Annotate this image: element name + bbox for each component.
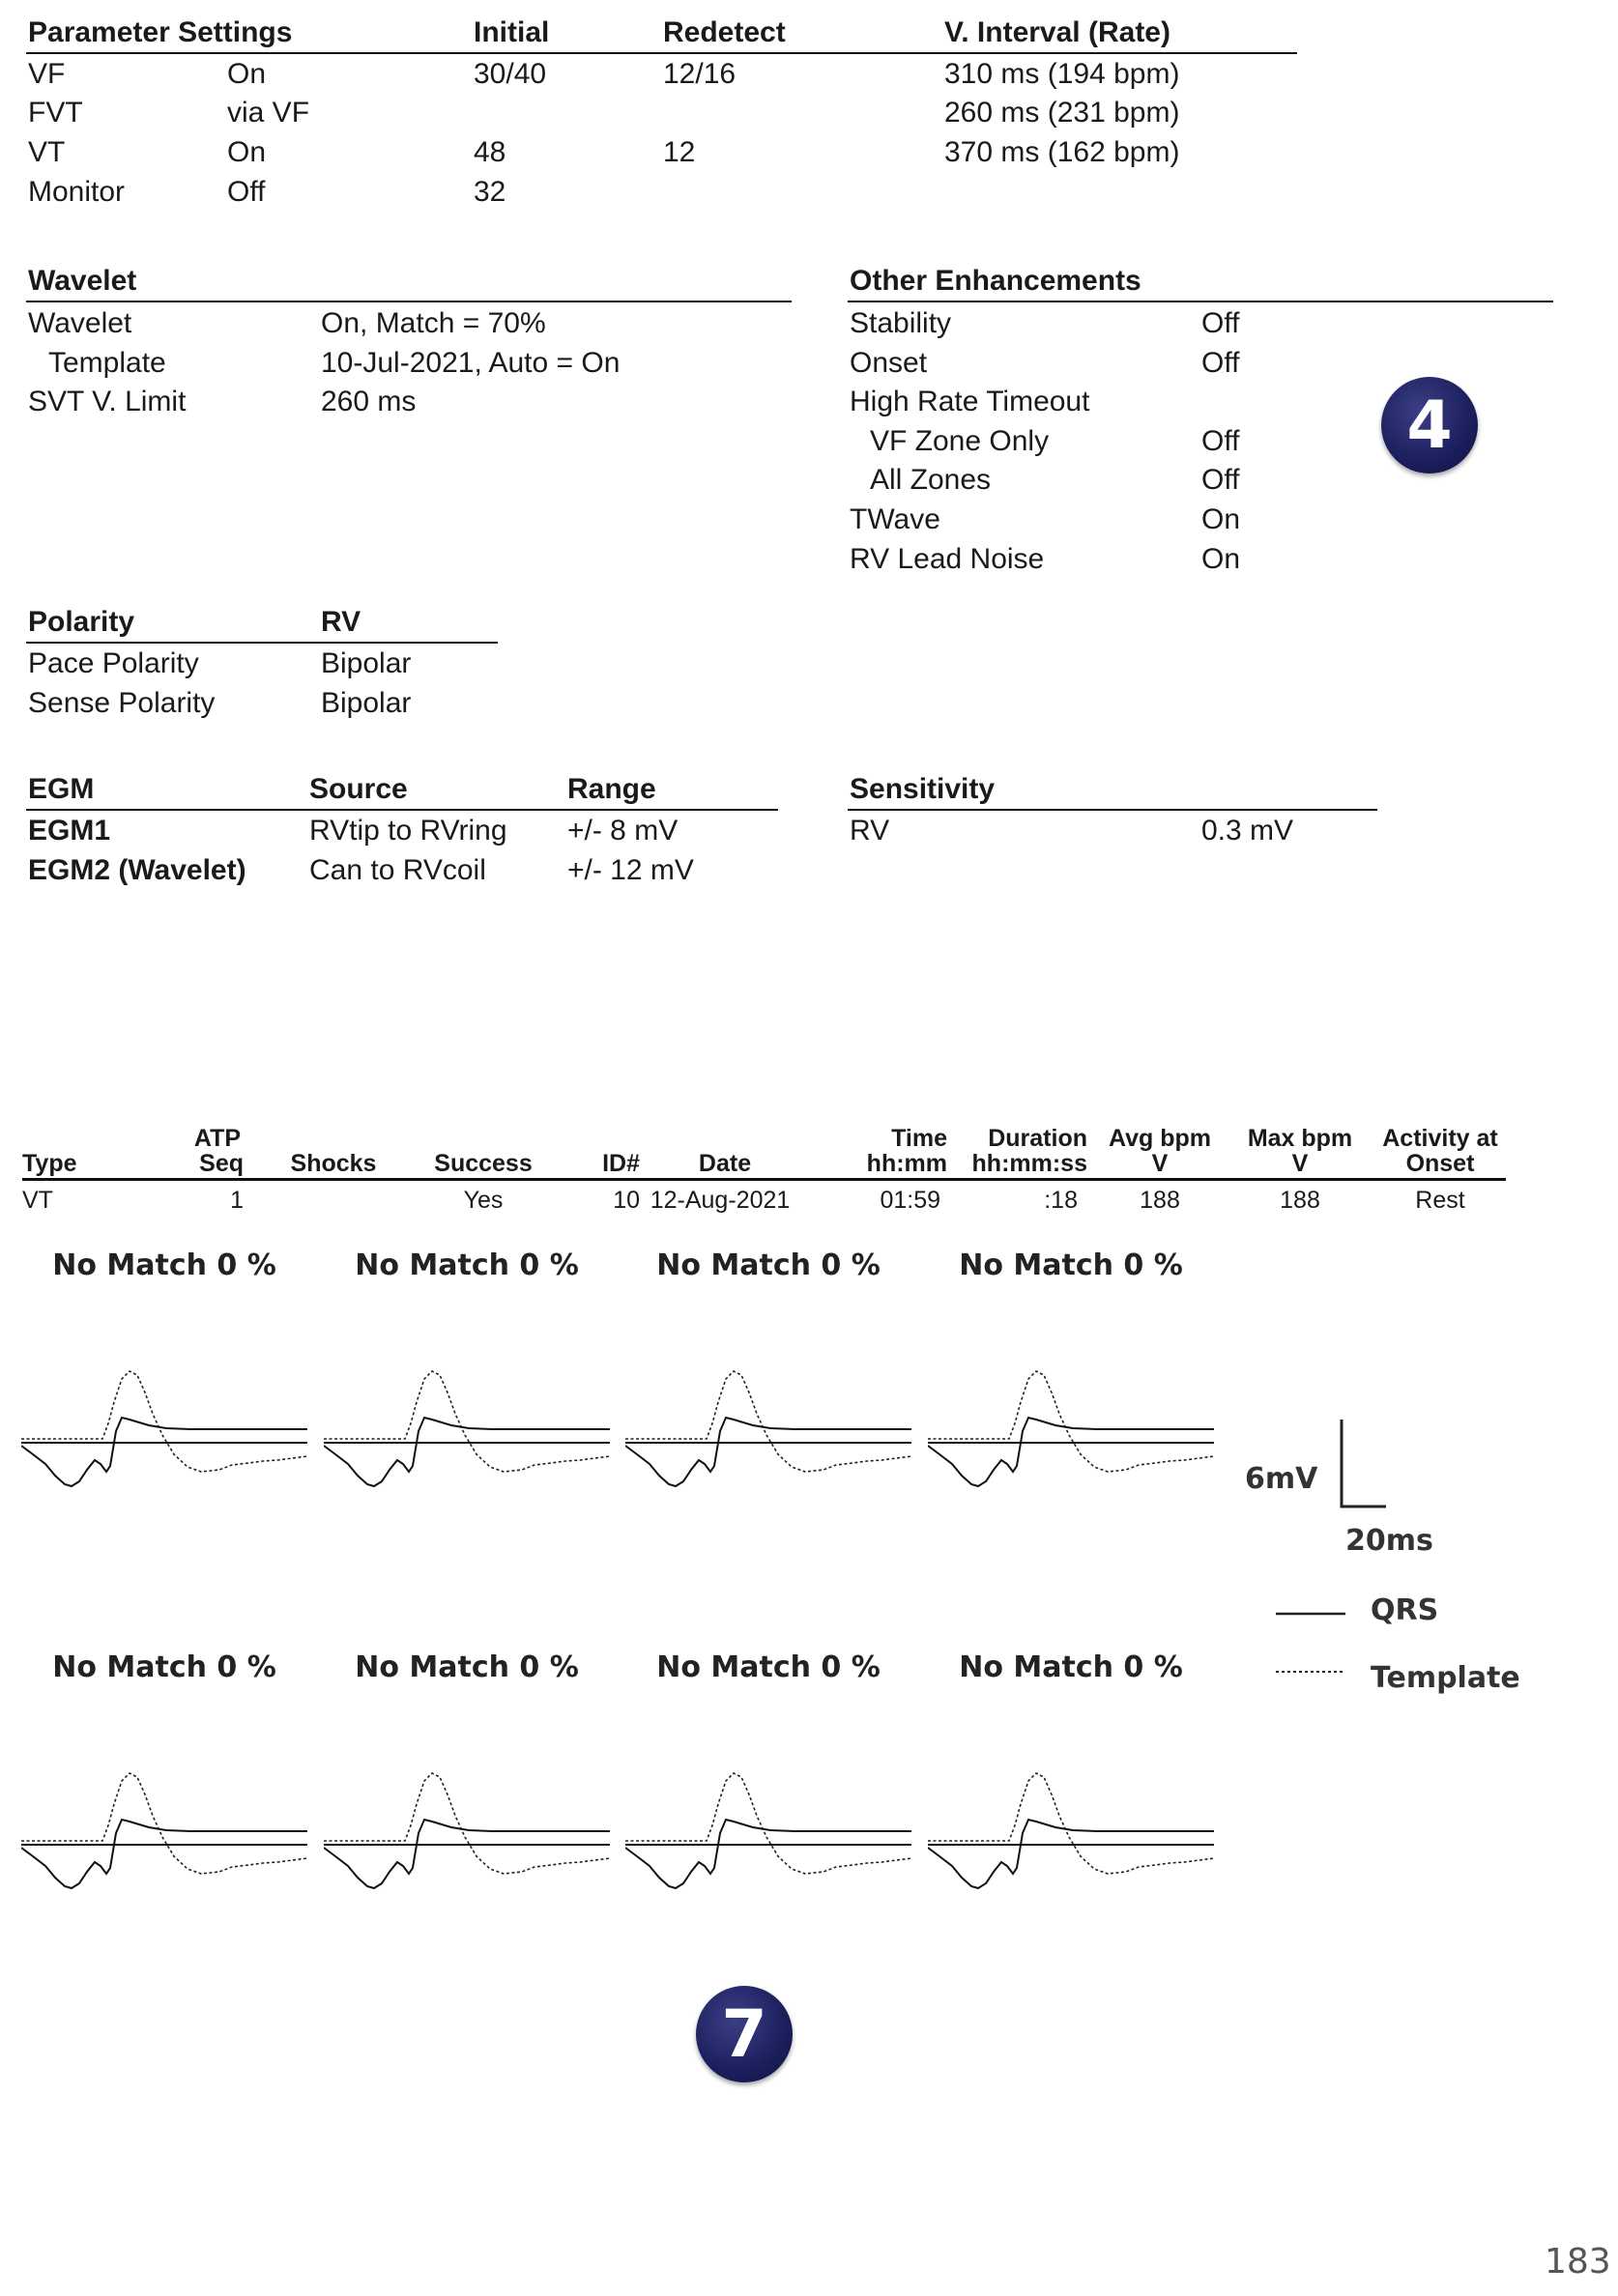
egm-name: EGM2 (Wavelet) bbox=[28, 854, 246, 886]
sensitivity-label: RV bbox=[850, 815, 890, 847]
scale-bar-icon bbox=[1334, 1416, 1392, 1512]
atp-header-2: Seq bbox=[199, 1150, 244, 1177]
param-state: On bbox=[227, 58, 267, 90]
id-header: ID# bbox=[602, 1150, 640, 1177]
duration-header-1: Duration bbox=[988, 1125, 1087, 1152]
egm-waveform bbox=[21, 1346, 307, 1539]
egm-source: Can to RVcoil bbox=[309, 854, 486, 886]
param-redetect: 12/16 bbox=[663, 58, 737, 90]
wavelet-label: SVT V. Limit bbox=[28, 386, 187, 417]
redetect-header: Redetect bbox=[663, 16, 786, 48]
time-header-2: hh:mm bbox=[866, 1150, 947, 1177]
polarity-label: Sense Polarity bbox=[28, 687, 216, 719]
scale-time: 20ms bbox=[1345, 1524, 1433, 1558]
episode-type: VT bbox=[22, 1187, 53, 1214]
egm-waveform bbox=[928, 1748, 1214, 1941]
wavelet-value: 260 ms bbox=[321, 386, 417, 417]
other-enhancements-rule bbox=[848, 301, 1553, 302]
enhancement-value: On bbox=[1201, 543, 1241, 575]
enhancement-label: Stability bbox=[850, 307, 952, 339]
egm-range: +/- 12 mV bbox=[567, 854, 694, 886]
max-bpm-header-1: Max bpm bbox=[1247, 1125, 1353, 1152]
match-label: No Match 0 % bbox=[355, 1248, 579, 1282]
source-header: Source bbox=[309, 773, 408, 805]
enhancement-value: Off bbox=[1201, 307, 1240, 339]
param-interval: 310 ms (194 bpm) bbox=[944, 58, 1180, 90]
page-number: 183 bbox=[1545, 2242, 1611, 2282]
wavelet-label: Wavelet bbox=[28, 307, 132, 339]
qrs-trace bbox=[625, 1820, 911, 1888]
callout-badge-4: 4 bbox=[1381, 377, 1478, 474]
template-trace bbox=[324, 1773, 610, 1874]
interval-header: V. Interval (Rate) bbox=[944, 16, 1170, 48]
qrs-trace bbox=[928, 1418, 1214, 1486]
qrs-trace bbox=[21, 1418, 307, 1486]
activity-header-2: Onset bbox=[1405, 1150, 1475, 1177]
param-state: Off bbox=[227, 176, 266, 208]
legend-qrs: QRS bbox=[1371, 1593, 1439, 1627]
egm-waveform bbox=[928, 1346, 1214, 1539]
episode-activity: Rest bbox=[1415, 1187, 1465, 1214]
enhancement-label: High Rate Timeout bbox=[850, 386, 1090, 417]
egm-header: EGM bbox=[28, 773, 95, 805]
episode-max-bpm: 188 bbox=[1280, 1187, 1320, 1214]
param-initial: 48 bbox=[474, 136, 506, 168]
type-header: Type bbox=[22, 1150, 77, 1177]
template-trace bbox=[625, 1773, 911, 1874]
time-header-1: Time bbox=[891, 1125, 947, 1152]
match-label: No Match 0 % bbox=[959, 1650, 1183, 1684]
match-label: No Match 0 % bbox=[656, 1248, 881, 1282]
polarity-value: Bipolar bbox=[321, 687, 412, 719]
enhancement-value: Off bbox=[1201, 464, 1240, 496]
template-trace bbox=[928, 1773, 1214, 1874]
episode-avg-bpm: 188 bbox=[1140, 1187, 1180, 1214]
rv-header: RV bbox=[321, 606, 361, 638]
egm-panel bbox=[625, 1651, 911, 1941]
egm-source: RVtip to RVring bbox=[309, 815, 507, 847]
enhancement-label: All Zones bbox=[870, 464, 992, 496]
range-header: Range bbox=[567, 773, 656, 805]
polarity-header: Polarity bbox=[28, 606, 135, 638]
egm-range: +/- 8 mV bbox=[567, 815, 679, 847]
legend-template: Template bbox=[1371, 1661, 1520, 1695]
date-header: Date bbox=[698, 1150, 752, 1177]
episode-duration: :18 bbox=[1044, 1187, 1078, 1214]
match-label: No Match 0 % bbox=[355, 1650, 579, 1684]
template-trace bbox=[21, 1773, 307, 1874]
atp-header-1: ATP bbox=[193, 1125, 242, 1152]
qrs-trace bbox=[21, 1820, 307, 1888]
qrs-trace bbox=[324, 1418, 610, 1486]
match-label: No Match 0 % bbox=[656, 1650, 881, 1684]
sensitivity-value: 0.3 mV bbox=[1201, 815, 1294, 847]
param-name: VF bbox=[28, 58, 66, 90]
episode-success: Yes bbox=[463, 1187, 504, 1214]
param-initial: 32 bbox=[474, 176, 506, 208]
egm-panel bbox=[625, 1249, 911, 1539]
max-bpm-header-2: V bbox=[1291, 1150, 1309, 1177]
egm-waveform bbox=[21, 1748, 307, 1941]
polarity-value: Bipolar bbox=[321, 647, 412, 679]
sensitivity-rule bbox=[848, 809, 1377, 811]
shocks-header: Shocks bbox=[290, 1150, 377, 1177]
egm-panel bbox=[21, 1249, 307, 1539]
egm-name: EGM1 bbox=[28, 815, 111, 847]
episode-rule bbox=[22, 1178, 1506, 1181]
episode-time: 01:59 bbox=[880, 1187, 940, 1214]
param-name: VT bbox=[28, 136, 66, 168]
enhancement-value: Off bbox=[1201, 347, 1240, 379]
egm-waveform bbox=[324, 1748, 610, 1941]
param-name: FVT bbox=[28, 97, 83, 129]
template-trace bbox=[625, 1371, 911, 1472]
param-state: via VF bbox=[227, 97, 310, 129]
qrs-trace bbox=[928, 1820, 1214, 1888]
scale-voltage: 6mV bbox=[1245, 1462, 1318, 1496]
callout-badge-7: 7 bbox=[696, 1986, 793, 2082]
wavelet-label: Template bbox=[48, 347, 166, 379]
enhancement-label: RV Lead Noise bbox=[850, 543, 1045, 575]
match-label: No Match 0 % bbox=[959, 1248, 1183, 1282]
parameter-settings-rule bbox=[26, 52, 1297, 54]
match-label: No Match 0 % bbox=[52, 1248, 276, 1282]
episode-id: 10 bbox=[613, 1187, 640, 1214]
enhancement-label: TWave bbox=[850, 503, 940, 535]
qrs-line-icon bbox=[1274, 1609, 1347, 1619]
param-redetect: 12 bbox=[663, 136, 696, 168]
egm-waveform bbox=[324, 1346, 610, 1539]
egm-panel bbox=[324, 1249, 610, 1539]
match-label: No Match 0 % bbox=[52, 1650, 276, 1684]
duration-header-2: hh:mm:ss bbox=[971, 1150, 1087, 1177]
activity-header-1: Activity at bbox=[1382, 1125, 1498, 1152]
polarity-rule bbox=[26, 642, 498, 644]
other-enhancements-header: Other Enhancements bbox=[850, 265, 1141, 297]
polarity-label: Pace Polarity bbox=[28, 647, 199, 679]
template-line-icon bbox=[1274, 1667, 1347, 1677]
success-header: Success bbox=[434, 1150, 533, 1177]
qrs-trace bbox=[324, 1820, 610, 1888]
egm-waveform bbox=[625, 1748, 911, 1941]
param-initial: 30/40 bbox=[474, 58, 547, 90]
avg-bpm-header-2: V bbox=[1151, 1150, 1169, 1177]
enhancement-value: Off bbox=[1201, 425, 1240, 457]
template-trace bbox=[21, 1371, 307, 1472]
egm-panel bbox=[928, 1651, 1214, 1941]
enhancement-value: On bbox=[1201, 503, 1241, 535]
egm-waveform bbox=[625, 1346, 911, 1539]
param-state: On bbox=[227, 136, 267, 168]
template-trace bbox=[928, 1371, 1214, 1472]
egm-panel bbox=[21, 1651, 307, 1941]
param-name: Monitor bbox=[28, 176, 126, 208]
egm-panel bbox=[928, 1249, 1214, 1539]
egm-panel bbox=[324, 1651, 610, 1941]
enhancement-label: Onset bbox=[850, 347, 928, 379]
sensitivity-header: Sensitivity bbox=[850, 773, 996, 805]
parameter-settings-header: Parameter Settings bbox=[28, 16, 293, 48]
egm-rule bbox=[26, 809, 778, 811]
episode-atp-seq: 1 bbox=[230, 1187, 244, 1214]
enhancement-label: VF Zone Only bbox=[870, 425, 1050, 457]
avg-bpm-header-1: Avg bpm bbox=[1108, 1125, 1212, 1152]
param-interval: 260 ms (231 bpm) bbox=[944, 97, 1180, 129]
qrs-trace bbox=[625, 1418, 911, 1486]
param-interval: 370 ms (162 bpm) bbox=[944, 136, 1180, 168]
wavelet-value: On, Match = 70% bbox=[321, 307, 546, 339]
episode-date: 12-Aug-2021 bbox=[650, 1187, 791, 1214]
wavelet-value: 10-Jul-2021, Auto = On bbox=[321, 347, 621, 379]
template-trace bbox=[324, 1371, 610, 1472]
initial-header: Initial bbox=[474, 16, 550, 48]
wavelet-header: Wavelet bbox=[28, 265, 137, 297]
wavelet-rule bbox=[26, 301, 792, 302]
